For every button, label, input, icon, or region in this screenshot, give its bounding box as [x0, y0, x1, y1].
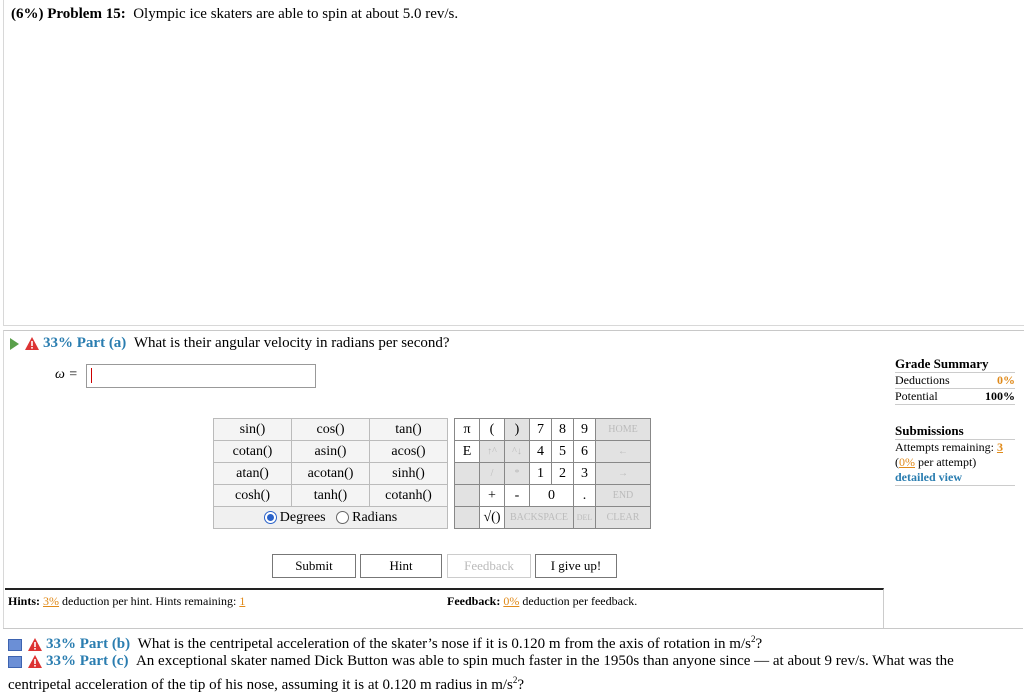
detailed-view-link[interactable]: detailed view	[895, 470, 1015, 486]
part-a-percent: 33%	[43, 335, 73, 351]
part-a-question: What is their angular velocity in radians per second?	[133, 335, 450, 351]
degrees-label: Degrees	[279, 509, 326, 525]
grade-sidebar	[895, 356, 1015, 486]
part-c-header[interactable]	[8, 653, 954, 670]
give-up-button[interactable]: I give up!	[535, 554, 617, 578]
key-5[interactable]: 5	[552, 441, 574, 463]
attempts-row	[895, 440, 1015, 455]
key-3[interactable]: 3	[574, 463, 596, 485]
key-multiply[interactable]: *	[505, 463, 530, 485]
key-divide[interactable]: /	[480, 463, 505, 485]
part-c-question-continued	[8, 675, 524, 694]
key-8[interactable]: 8	[552, 419, 574, 441]
per-attempt-text: per attempt)	[918, 455, 977, 469]
key-cotan[interactable]: cotan()	[214, 441, 292, 463]
deductions-row	[895, 373, 1015, 389]
submissions-title: Submissions	[895, 423, 1015, 440]
key-backspace[interactable]: BACKSPACE	[505, 507, 574, 529]
degrees-radio[interactable]	[264, 511, 277, 524]
key-9[interactable]: 9	[574, 419, 596, 441]
key-cos[interactable]: cos()	[292, 419, 370, 441]
key-end[interactable]: END	[596, 485, 651, 507]
per-attempt-deduction: 0%	[899, 455, 915, 469]
parts-divider	[3, 628, 1023, 629]
hints-feedback-bar	[5, 588, 884, 628]
radians-label: Radians	[352, 509, 398, 525]
part-c-question-line2: centripetal acceleration of the tip of his nose, assuming it is at 0.120 m radius in m/s	[8, 677, 513, 693]
problem-statement-panel	[3, 0, 1024, 326]
play-icon[interactable]	[10, 338, 19, 350]
part-c-percent: 33%	[46, 653, 76, 669]
part-b-exponent: 2	[750, 634, 756, 644]
numeric-keypad	[454, 418, 651, 529]
feedback-deduction: 0%	[503, 594, 520, 608]
part-b-question: What is the centripetal acceleration of the skater’s nose if it is 0.120 m from the axis of rotation in m/s	[137, 636, 751, 652]
key-sinh[interactable]: sinh()	[370, 463, 448, 485]
key-acos[interactable]: acos()	[370, 441, 448, 463]
key-atan[interactable]: atan()	[214, 463, 292, 485]
potential-label: Potential	[895, 389, 938, 403]
part-c-question-line1: An exceptional skater named Dick Button was able to spin much faster in the 1950s than anyone since — at about 9 rev/s. What was the	[135, 653, 954, 669]
key-left-arrow[interactable]: ←	[596, 441, 651, 463]
problem-label: Problem 15:	[47, 6, 126, 22]
hints-text: deduction per hint. Hints remaining:	[62, 594, 237, 608]
potential-value: 100%	[985, 389, 1015, 403]
key-open-paren[interactable]: (	[480, 419, 505, 441]
key-blank-1	[455, 463, 480, 485]
part-b-label: Part (b)	[79, 636, 131, 652]
key-1[interactable]: 1	[530, 463, 552, 485]
key-up-arrow[interactable]: ↑^	[480, 441, 505, 463]
feedback-label: Feedback:	[447, 594, 501, 608]
key-asin[interactable]: asin()	[292, 441, 370, 463]
submit-button[interactable]: Submit	[272, 554, 356, 578]
hint-button[interactable]: Hint	[360, 554, 442, 578]
deductions-value: 0%	[997, 373, 1015, 387]
hints-info	[8, 594, 245, 609]
warning-icon	[28, 655, 42, 668]
radians-radio[interactable]	[336, 511, 349, 524]
key-blank-2	[455, 485, 480, 507]
hints-remaining: 1	[239, 594, 246, 608]
key-clear[interactable]: CLEAR	[596, 507, 651, 529]
key-plus[interactable]: +	[480, 485, 505, 507]
part-c-exponent: 2	[512, 675, 518, 685]
hints-label: Hints:	[8, 594, 41, 608]
grade-summary-title: Grade Summary	[895, 356, 1015, 373]
part-a-label: Part (a)	[76, 335, 127, 351]
key-close-paren[interactable]: )	[505, 419, 530, 441]
warning-icon	[25, 337, 39, 350]
key-6[interactable]: 6	[574, 441, 596, 463]
problem-weight: (6%)	[11, 6, 44, 22]
key-acotan[interactable]: acotan()	[292, 463, 370, 485]
problem-statement	[11, 6, 458, 23]
part-b-header[interactable]	[8, 634, 762, 653]
key-2[interactable]: 2	[552, 463, 574, 485]
key-4[interactable]: 4	[530, 441, 552, 463]
key-7[interactable]: 7	[530, 419, 552, 441]
part-b-question-mark: ?	[755, 636, 763, 652]
angle-mode-row	[214, 507, 448, 529]
key-tan[interactable]: tan()	[370, 419, 448, 441]
attempts-label: Attempts remaining:	[895, 440, 994, 454]
answer-input[interactable]	[86, 364, 316, 388]
part-b-percent: 33%	[46, 636, 76, 652]
per-attempt-row	[895, 455, 1015, 470]
potential-row	[895, 389, 1015, 405]
key-tanh[interactable]: tanh()	[292, 485, 370, 507]
part-a-header[interactable]	[10, 335, 450, 352]
per-attempt-open-paren: (	[895, 455, 899, 469]
function-keypad	[213, 418, 448, 529]
text-caret	[91, 368, 92, 383]
key-right-arrow[interactable]: →	[596, 463, 651, 485]
key-sqrt[interactable]: √()	[480, 507, 505, 529]
key-dot[interactable]: .	[574, 485, 596, 507]
part-c-label: Part (c)	[79, 653, 129, 669]
warning-icon	[28, 638, 42, 651]
feedback-text: deduction per feedback.	[522, 594, 638, 608]
collapsed-part-icon[interactable]	[8, 656, 22, 668]
answer-variable: ω =	[55, 367, 78, 382]
attempts-value: 3	[996, 440, 1003, 454]
feedback-button[interactable]: Feedback	[447, 554, 531, 578]
collapsed-part-icon[interactable]	[8, 639, 22, 651]
hint-deduction: 3%	[43, 594, 60, 608]
key-down-arrow[interactable]: ^↓	[505, 441, 530, 463]
key-pi[interactable]: π	[455, 419, 480, 441]
feedback-info	[447, 594, 637, 609]
part-c-question-mark: ?	[517, 677, 525, 693]
key-cosh[interactable]: cosh()	[214, 485, 292, 507]
deductions-label: Deductions	[895, 373, 950, 387]
key-home[interactable]: HOME	[596, 419, 651, 441]
problem-text: Olympic ice skaters are able to spin at about 5.0 rev/s.	[133, 6, 459, 22]
key-del[interactable]: DEL	[574, 507, 596, 529]
key-blank-3	[455, 507, 480, 529]
key-e[interactable]: E	[455, 441, 480, 463]
key-cotanh[interactable]: cotanh()	[370, 485, 448, 507]
key-0[interactable]: 0	[530, 485, 574, 507]
key-minus[interactable]: -	[505, 485, 530, 507]
key-sin[interactable]: sin()	[214, 419, 292, 441]
